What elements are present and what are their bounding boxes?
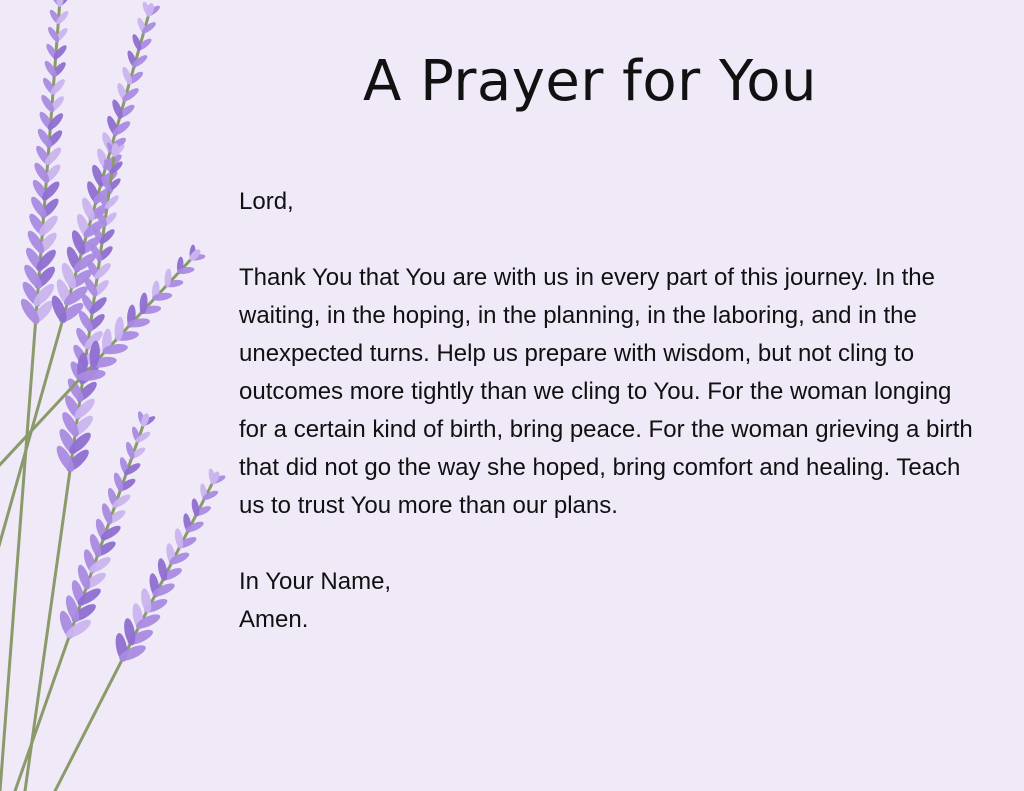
page-title: A Prayer for You — [363, 49, 817, 114]
prayer-text — [239, 183, 984, 639]
prayer-greeting: Lord, — [239, 188, 294, 215]
lavender-illustration — [0, 0, 240, 791]
prayer-closing-line: In Your Name, — [239, 568, 392, 595]
prayer-body: Thank You that You are with us in every part of this journey. In the waiting, in the hoping, in the planning, in the laboring, and in the unexpected turns. Help us prepare with wisdom, but not cling to outcomes more tightly than we cling to You. For the woman longing for a certain kind of birth, bring peace. For the woman grieving a birth that did not go the way she hoped, bring comfort and healing. Teach us to trust You more than our plans. — [239, 264, 973, 519]
prayer-amen: Amen. — [239, 606, 309, 633]
lavender-sprig — [0, 0, 71, 791]
